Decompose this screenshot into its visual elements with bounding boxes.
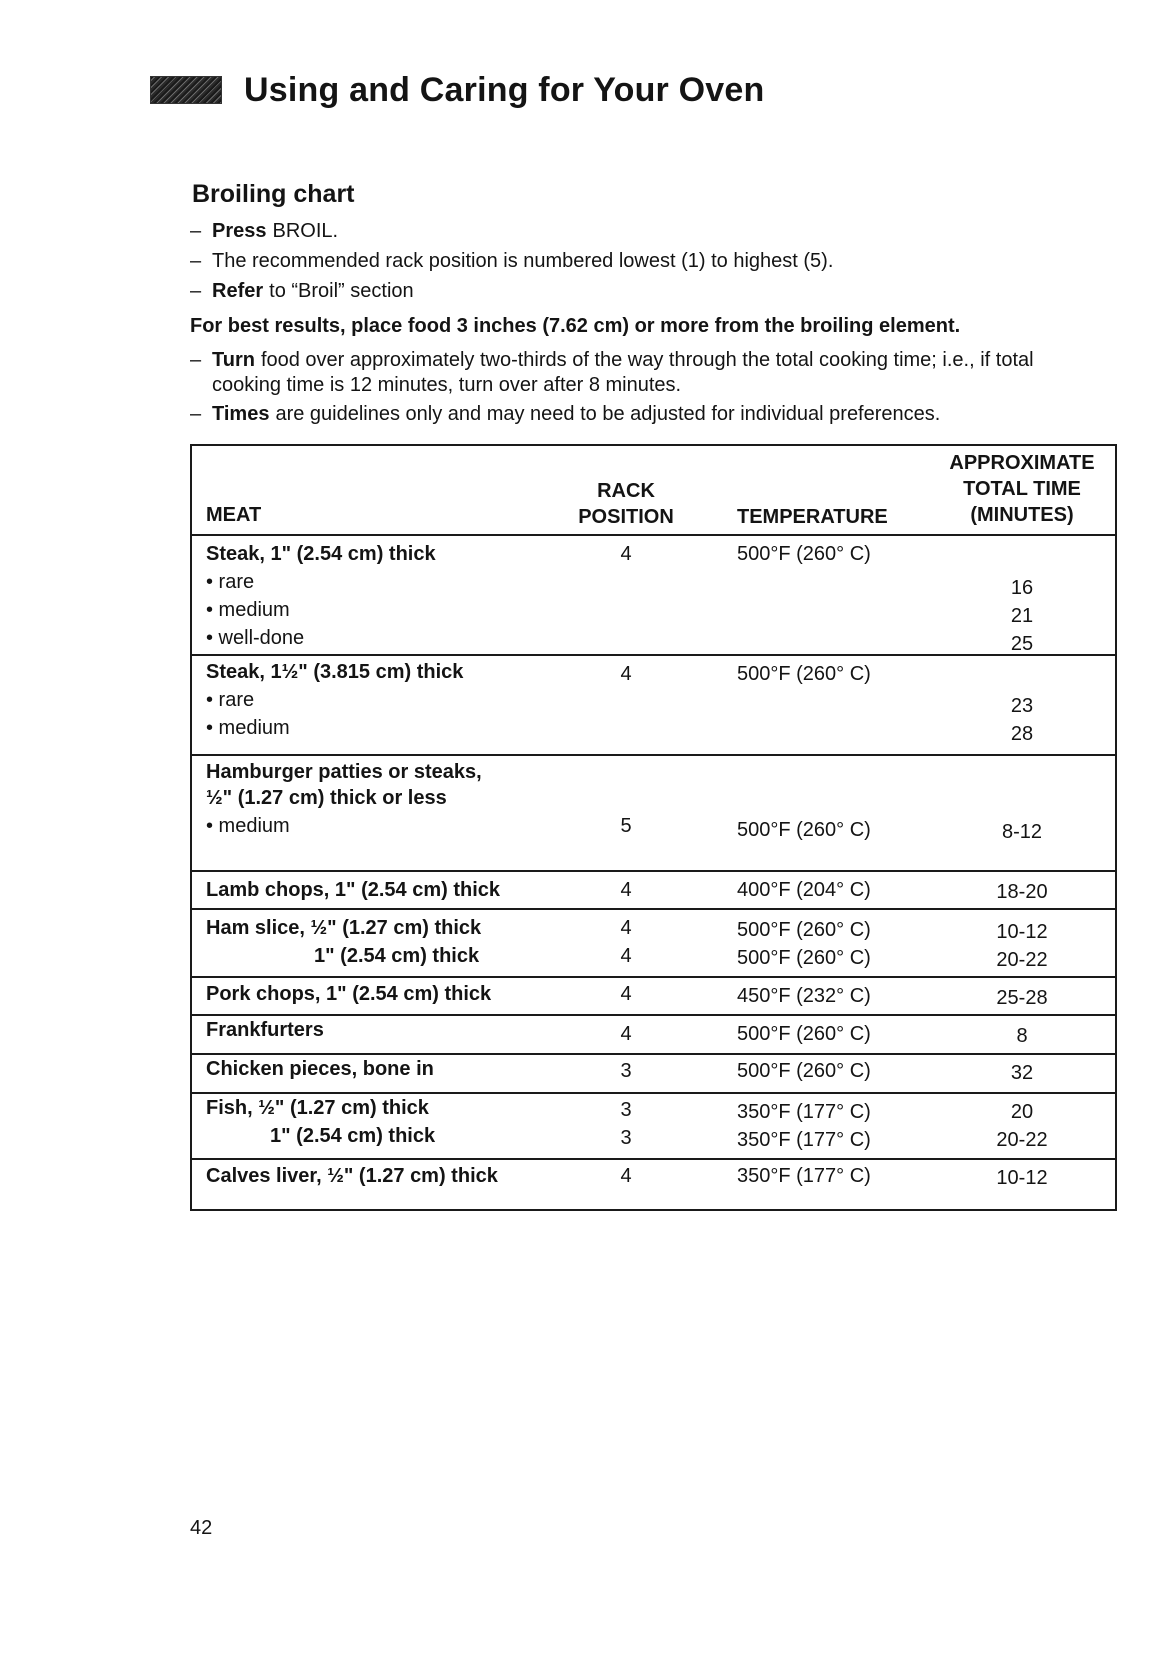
instruction-text: The recommended rack position is numbered lowest (1) to highest (5). [212, 250, 834, 272]
temperature-cell: 450°F (232° C) [737, 985, 871, 1007]
doneness-label: • medium [206, 599, 290, 621]
temperature-cell: 350°F (177° C) [737, 1165, 871, 1187]
tip-text: food over approximately two-thirds of the way through the total cooking time; i.e., if total cooking time is 12 minutes, turn over after 8 minutes. [212, 349, 1034, 396]
meat-cell: Frankfurters [206, 1019, 324, 1041]
meat-cell: Lamb chops, 1" (2.54 cm) thick [206, 879, 501, 901]
meat-cell: Calves liver, ½" (1.27 cm) thick [206, 1165, 498, 1187]
meat-cell: Steak, 1½" (3.815 cm) thick [206, 661, 464, 683]
table-row [192, 754, 1115, 852]
header-temperature: TEMPERATURE [737, 506, 888, 528]
time-cell: 25 [1010, 633, 1034, 655]
page-header [150, 68, 764, 112]
header-total-time: TOTAL TIME [963, 478, 1081, 500]
time-cell: 25-28 [996, 987, 1048, 1009]
rack-cell: 3 [620, 1060, 632, 1082]
instruction-item: – Refer to “Broil” section [190, 280, 414, 302]
time-cell: 20-22 [996, 1129, 1048, 1151]
time-cell: 18-20 [996, 881, 1048, 903]
table-row [192, 908, 1115, 972]
temperature-cell: 500°F (260° C) [737, 1023, 871, 1045]
tip-item: – Turn food over approximately two-thirds of the way through the total cooking time; i.e., if total cooking time is 12 minutes, turn over after 8 minutes. [190, 349, 1034, 396]
temperature-cell: 350°F (177° C) [737, 1101, 871, 1123]
table-row [192, 1014, 1115, 1054]
meat-cell: Hamburger patties or steaks, [206, 761, 482, 783]
meat-cell: Pork chops, 1" (2.54 cm) thick [206, 983, 492, 1005]
meat-cell-line2: 1" (2.54 cm) thick [314, 945, 480, 967]
instruction-item: – The recommended rack position is numbered lowest (1) to highest (5). [190, 246, 1090, 276]
meat-cell-line2: ½" (1.27 cm) thick or less [206, 787, 447, 809]
time-cell: 16 [1010, 577, 1034, 599]
rack-cell: 4 [620, 945, 632, 967]
table-row [192, 1053, 1115, 1093]
instruction-item: – Press BROIL. [190, 220, 339, 242]
temperature-cell: 500°F (260° C) [737, 663, 871, 685]
table-row [192, 1092, 1115, 1158]
tip-item: – Times are guidelines only and may need to be adjusted for individual preferences. [190, 403, 941, 425]
meat-cell: Fish, ½" (1.27 cm) thick [206, 1097, 429, 1119]
time-cell: 28 [1010, 723, 1034, 745]
time-cell: 8-12 [1001, 821, 1043, 843]
page-header-title: Using and Caring for Your Oven [244, 70, 765, 109]
time-cell: 20-22 [996, 949, 1048, 971]
rack-cell: 4 [620, 983, 632, 1005]
temperature-cell: 500°F (260° C) [737, 819, 871, 841]
tips-list [190, 348, 1100, 431]
temperature-cell: 500°F (260° C) [737, 543, 871, 565]
tip-keyword: Turn [212, 349, 255, 371]
doneness-label: • medium [206, 815, 290, 837]
time-cell: 32 [1010, 1062, 1034, 1084]
header-minutes: (MINUTES) [970, 504, 1074, 526]
doneness-label: • well-done [206, 627, 305, 649]
time-cell: 20 [1010, 1101, 1034, 1123]
rack-cell: 4 [620, 917, 632, 939]
time-cell: 8 [1016, 1025, 1028, 1047]
meat-cell-line2: 1" (2.54 cm) thick [270, 1125, 436, 1147]
meat-cell: Ham slice, ½" (1.27 cm) thick [206, 917, 482, 939]
brand-logo-icon [150, 76, 222, 104]
header-approximate: APPROXIMATE [949, 452, 1095, 474]
rack-cell: 4 [620, 543, 632, 565]
doneness-label: • rare [206, 571, 255, 593]
rack-cell: 3 [620, 1127, 632, 1149]
best-results-note: For best results, place food 3 inches (7.62 cm) or more from the broiling element. [190, 315, 961, 337]
header-position: POSITION [578, 506, 674, 528]
page-number: 42 [190, 1517, 213, 1539]
rack-cell: 3 [620, 1099, 632, 1121]
table-row [192, 870, 1115, 908]
instruction-keyword: Refer [212, 280, 264, 302]
instruction-text: BROIL. [272, 220, 339, 242]
temperature-cell: 500°F (260° C) [737, 1060, 871, 1082]
header-meat: MEAT [206, 504, 262, 526]
instruction-keyword: Press [212, 220, 267, 242]
temperature-cell: 350°F (177° C) [737, 1129, 871, 1151]
temperature-cell: 500°F (260° C) [737, 919, 871, 941]
doneness-label: • rare [206, 689, 255, 711]
doneness-label: • medium [206, 717, 290, 739]
section-title: Broiling chart [192, 180, 355, 208]
table-row [192, 1158, 1115, 1211]
table-row [192, 534, 1115, 655]
meat-cell: Chicken pieces, bone in [206, 1058, 434, 1080]
time-cell: 21 [1010, 605, 1034, 627]
time-cell: 23 [1010, 695, 1034, 717]
meat-cell: Steak, 1" (2.54 cm) thick [206, 543, 436, 565]
instruction-list [190, 216, 1090, 306]
time-cell: 10-12 [996, 1167, 1048, 1189]
tip-keyword: Times [212, 403, 270, 425]
rack-cell: 4 [620, 1023, 632, 1045]
rack-cell: 5 [620, 815, 632, 837]
instruction-text: to “Broil” section [269, 280, 414, 302]
tip-text: are guidelines only and may need to be adjusted for individual preferences. [275, 403, 941, 425]
temperature-cell: 400°F (204° C) [737, 879, 871, 901]
rack-cell: 4 [620, 879, 632, 901]
table-row [192, 654, 1115, 746]
rack-cell: 4 [620, 1165, 632, 1187]
header-rack: RACK [597, 480, 655, 502]
table-row [192, 976, 1115, 1014]
time-cell: 10-12 [996, 921, 1048, 943]
rack-cell: 4 [620, 663, 632, 685]
broiling-chart-table [190, 444, 1117, 1211]
temperature-cell: 500°F (260° C) [737, 947, 871, 969]
